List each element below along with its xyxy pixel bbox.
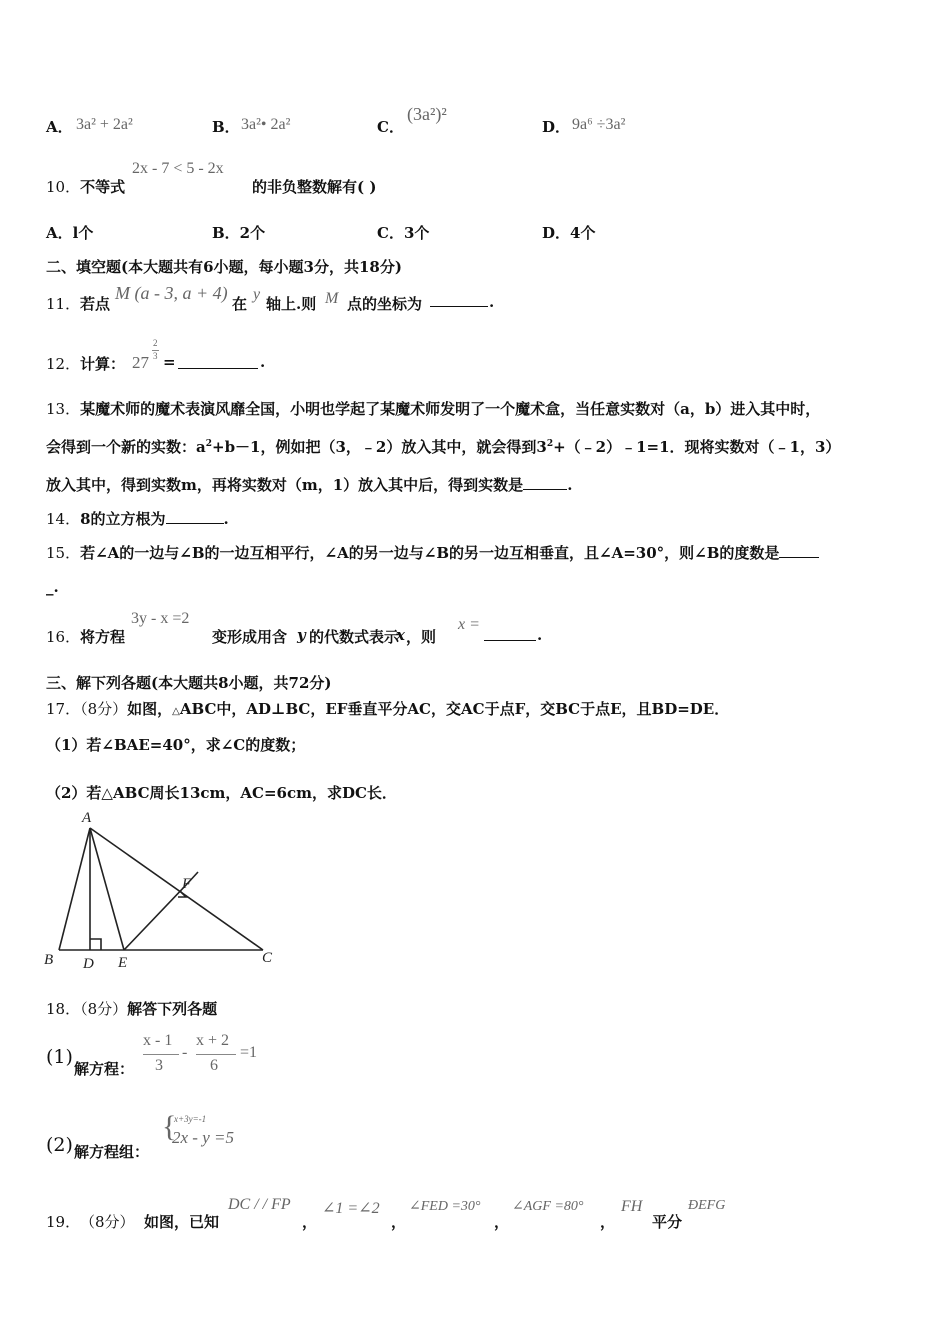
q11-m: M: [325, 290, 339, 307]
q11-answer-blank[interactable]: [430, 306, 488, 307]
q10-number: 10．: [46, 178, 81, 196]
q19-sep-3: ，: [494, 1213, 510, 1231]
q11-number: 11．: [46, 295, 81, 313]
q11-text-1: 若点: [80, 295, 111, 313]
q13-answer-blank[interactable]: [523, 489, 567, 490]
q9-option-b-label: B．: [212, 118, 240, 136]
q18-part-1-text: 解方程：: [74, 1060, 135, 1078]
q18-f1-bar: [143, 1054, 179, 1055]
q17-score: （8分）: [80, 700, 128, 718]
q9-option-c-expr: (3a²)²: [407, 104, 447, 124]
q16-lhs: x =: [458, 616, 480, 633]
q12-text-1: 计算：: [80, 355, 126, 373]
q13-text-3: 放入其中，得到实数m，再将实数对（m，1）放入其中后，得到实数是: [46, 476, 524, 494]
q18-f1-num: x - 1: [143, 1032, 173, 1049]
q19-expr-4: ∠AGF =80°: [512, 1199, 584, 1214]
q11-axis: y: [253, 286, 261, 303]
q18-text: 解答下列各题: [127, 1000, 218, 1018]
q15-text: 若∠A的一边与∠B的一边互相平行，∠A的另一边与∠B的另一边互相垂直，且∠A=30°，则∠B的度数是: [80, 544, 780, 562]
q19-sep-1: ，: [302, 1213, 318, 1231]
q19-expr-1: DC / / FP: [228, 1196, 291, 1213]
q17-triangle-symbol: △: [172, 706, 180, 717]
q17-part-2: （2）若△ABC周长13cm，AC=6cm，求DC长．: [46, 784, 397, 802]
q11-text-4: 点的坐标为: [347, 295, 423, 313]
q17-part-1: （1）若∠BAE=40°，求∠C的度数；: [46, 736, 306, 754]
q19-number: 19．: [46, 1213, 81, 1231]
q18-f1-den: 3: [155, 1057, 163, 1074]
q17-text: 如图，: [127, 700, 173, 718]
q18-system-eq-1: x+3y=-1: [174, 1114, 207, 1124]
q12-base: 27: [132, 353, 149, 372]
q13-end: .: [567, 476, 573, 494]
q10-option-d: D．4个: [542, 224, 596, 242]
q13-line-3: [46, 474, 572, 495]
q13-square-2: 2: [546, 439, 554, 449]
q16-text-3: 的代数式表示: [309, 628, 400, 646]
q16-text-4: ，则: [406, 628, 437, 646]
q17-label-b: B: [44, 952, 54, 968]
q11-text-3: 轴上.则: [266, 295, 317, 313]
q17-right-angle-d: [90, 939, 101, 950]
q17-label-a: A: [82, 810, 92, 826]
q14-answer-blank[interactable]: [166, 523, 224, 524]
q17-label-d: D: [83, 956, 94, 972]
q16-equation: 3y - x =2: [131, 610, 190, 627]
q12-number: 12．: [46, 355, 81, 373]
q12-answer-blank[interactable]: [178, 368, 258, 369]
q15-number: 15．: [46, 544, 81, 562]
q18-part-1-label: (1): [46, 1046, 73, 1068]
q19-expr-2: ∠1 =∠2: [322, 1200, 380, 1217]
q17-label-c: C: [262, 950, 273, 966]
q16-answer-blank[interactable]: [484, 640, 536, 641]
q18-number: 18．: [46, 1000, 81, 1018]
q9-option-b-expr: 3a²• 2a²: [241, 116, 291, 133]
q17-label-f: F: [182, 876, 192, 892]
q10-option-b: B．2个: [212, 224, 266, 242]
q12-exp-num: 2: [153, 338, 158, 348]
q18-minus: -: [182, 1044, 188, 1061]
q18-part-2-text: 解方程组：: [74, 1143, 150, 1161]
q16-x: x: [396, 626, 405, 644]
q17-segment-ef: [124, 884, 187, 950]
q18-score: （8分）: [80, 1000, 128, 1018]
q13-text-2b: +b－1，例如把（3，﹣2）放入其中，就会得到3: [212, 438, 547, 456]
q16-number: 16．: [46, 628, 81, 646]
q9-option-d-expr: 9a⁶ ÷3a²: [572, 116, 626, 133]
q19-expr-6: ÐEFG: [688, 1198, 726, 1213]
q17-side-ac: [90, 828, 263, 950]
q10-suffix: 的非负整数解有( ): [252, 178, 377, 196]
q12-end: .: [260, 353, 266, 371]
q11-text-2: 在: [232, 295, 248, 313]
q19-text: 如图，已知: [144, 1213, 220, 1231]
q18-part-2-label: (2): [46, 1134, 73, 1156]
q17-number: 17．: [46, 700, 81, 718]
section-2-heading: 二、填空题(本大题共有6小题，每小题3分，共18分): [46, 258, 402, 276]
q13-text-2c: +（﹣2）﹣1=1．现将实数对（﹣1，3）: [553, 438, 841, 456]
q9-option-d-label: D．: [542, 118, 571, 136]
q18-f2-den: 6: [210, 1057, 218, 1074]
question-14: [46, 508, 229, 529]
question-10: [46, 176, 125, 197]
question-17: [46, 698, 729, 719]
q10-inequality: 2x - 7 < 5 - 2x: [132, 160, 224, 177]
q18-system-brace: {: [162, 1110, 177, 1143]
q9-option-a-expr: 3a² + 2a²: [76, 116, 133, 133]
q12-eq: =: [163, 353, 176, 371]
q18-f2-bar: [196, 1054, 236, 1055]
q17-segment-ae: [90, 828, 124, 950]
q13-text-2a: 会得到一个新的实数：a: [46, 438, 206, 456]
q19-sep-4: ，: [600, 1213, 616, 1231]
q17-text-rest: ABC中，AD⊥BC，EF垂直平分AC，交AC于点F，交BC于点E，且BD=DE．: [179, 700, 730, 718]
q10-prefix: 不等式: [80, 178, 126, 196]
q19-expr-5: FH: [621, 1198, 643, 1215]
q13-text-1: 某魔术师的魔术表演风靡全国，小明也学起了某魔术师发明了一个魔术盒，当任意实数对（a，b）进入其中时，: [80, 400, 821, 418]
q11-point: M (a - 3, a + 4): [115, 283, 228, 303]
question-15: [46, 542, 819, 563]
q16-text-1: 将方程: [80, 628, 126, 646]
q13-line-1: [46, 398, 820, 419]
q17-side-ab: [59, 828, 90, 950]
q16-end: .: [537, 626, 543, 644]
q15-line-2: _.: [46, 578, 59, 596]
q19-score: （8分）: [80, 1213, 135, 1231]
q11-text-5: .: [489, 293, 495, 311]
q19-sep-2: ，: [391, 1213, 407, 1231]
section-3-heading: 三、解下列各题(本大题共8小题，共72分): [46, 674, 332, 692]
question-18: [46, 998, 217, 1019]
q17-label-e: E: [118, 955, 128, 971]
q13-number: 13．: [46, 400, 81, 418]
q15-answer-blank[interactable]: [779, 557, 819, 558]
q16-y: y: [297, 626, 306, 644]
q17-triangle-figure: [40, 808, 290, 973]
q9-option-a-label: A．: [46, 118, 73, 136]
q12-exp-den: 3: [153, 351, 158, 361]
q13-line-2: [46, 436, 840, 457]
q18-rhs: =1: [240, 1044, 258, 1061]
q9-option-c-label: C．: [377, 118, 404, 136]
q14-text: 8的立方根为: [80, 510, 166, 528]
q10-option-a: A．l个: [46, 224, 94, 242]
q19-expr-3: ∠FED =30°: [409, 1199, 481, 1214]
q14-end: .: [223, 510, 229, 528]
q14-number: 14．: [46, 510, 81, 528]
q10-option-c: C．3个: [377, 224, 430, 242]
q16-text-2: 变形成用含: [212, 628, 288, 646]
q19-text-bisect: 平分: [652, 1213, 683, 1231]
q18-f2-num: x + 2: [196, 1032, 230, 1049]
q13-square-1: 2: [205, 439, 212, 449]
q18-system-eq-2: 2x - y =5: [172, 1128, 234, 1147]
